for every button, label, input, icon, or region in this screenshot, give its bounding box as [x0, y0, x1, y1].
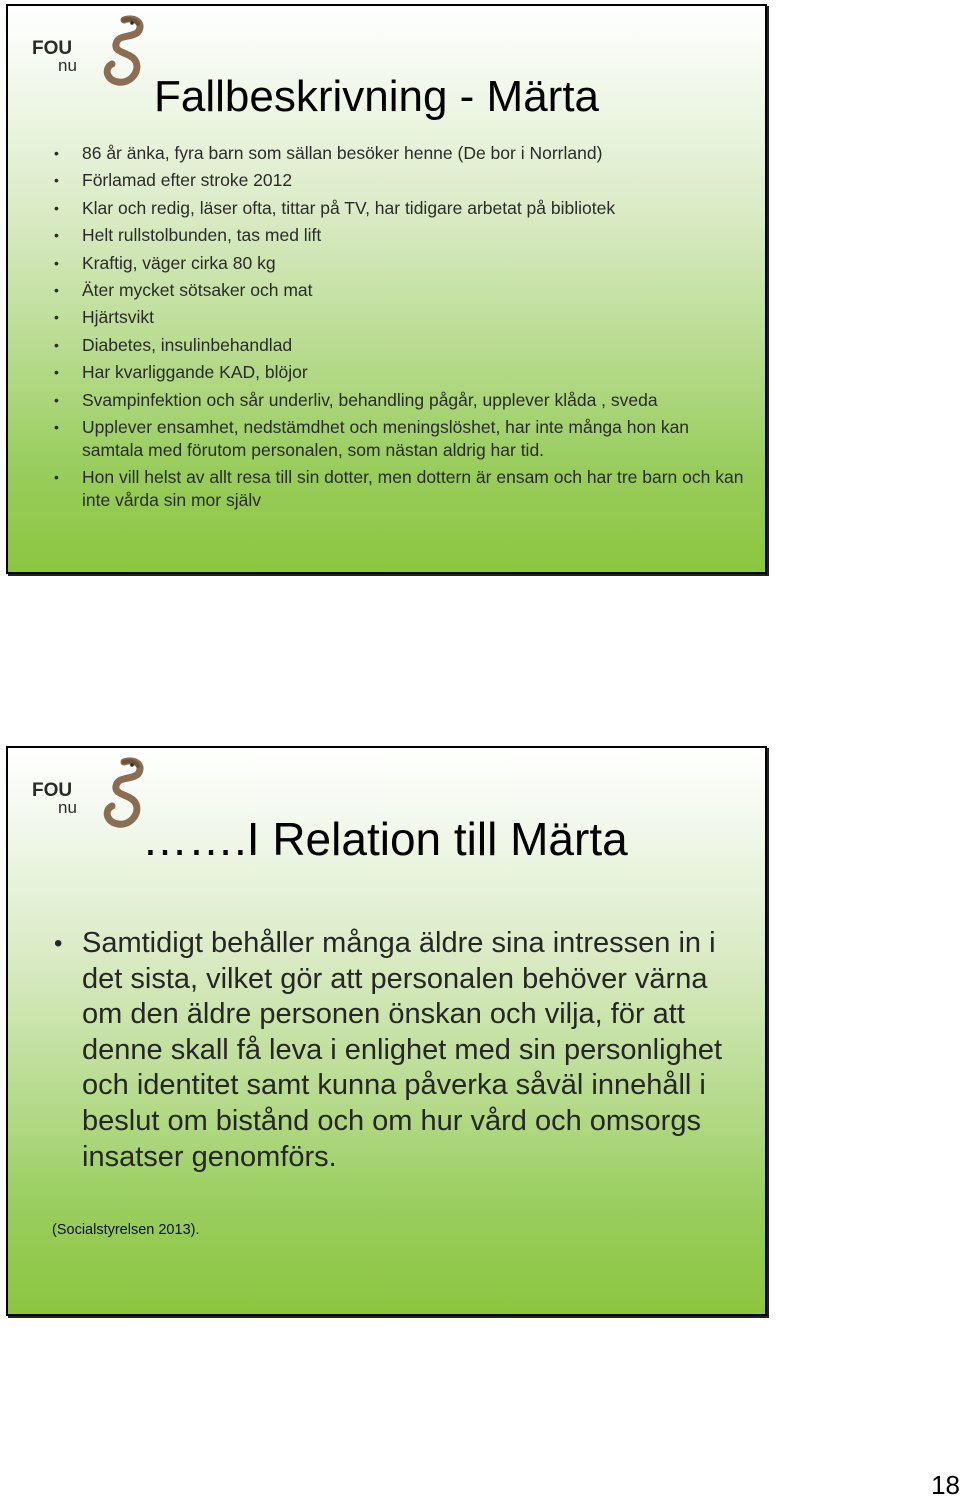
svg-text:nu: nu — [58, 56, 77, 75]
list-item: • Helt rullstolbunden, tas med lift — [52, 224, 752, 247]
slide-fallbeskrivning — [6, 4, 767, 574]
list-item: • Upplever ensamhet, nedstämdhet och meningslöshet, har inte många hon kan samtala med förutom personalen, som nästan aldrig har tid. — [52, 416, 752, 462]
list-item: • 86 år änka, fyra barn som sällan besöker henne (De bor i Norrland) — [52, 142, 752, 165]
svg-text:FOU: FOU — [32, 780, 73, 801]
slide-i-relation-till-marta — [6, 746, 767, 1316]
bullet-list — [52, 926, 752, 1175]
slide-title: …….I Relation till Märta — [142, 813, 628, 865]
seahorse-logo-icon — [32, 756, 152, 836]
fou-nu-logo — [32, 756, 152, 836]
list-item: • Svampinfektion och sår underliv, behandling pågår, upplever klåda , sveda — [52, 389, 752, 412]
list-item: • Kraftig, väger cirka 80 kg — [52, 252, 752, 275]
list-item: • Hon vill helst av allt resa till sin dotter, men dottern är ensam och har tre barn och kan inte vårda sin mor själv — [52, 466, 752, 512]
list-item: • Samtidigt behåller många äldre sina intressen in i det sista, vilket gör att personalen behöver värna om den äldre personen önskan och vilja, för att denne skall få leva i enlighet med sin personlighet och identitet samt kunna påverka såväl innehåll i beslut om bistånd och om hur vård och omsorgs insatser genomförs. — [52, 926, 752, 1175]
source-citation: (Socialstyrelsen 2013). — [52, 1222, 200, 1238]
fou-nu-logo — [32, 14, 152, 94]
list-item: • Klar och redig, läser ofta, tittar på TV, har tidigare arbetat på bibliotek — [52, 197, 752, 220]
list-item: • Förlamad efter stroke 2012 — [52, 169, 752, 192]
list-item: • Diabetes, insulinbehandlad — [52, 334, 752, 357]
svg-text:FOU: FOU — [32, 38, 73, 59]
page-number: 18 — [931, 1470, 960, 1500]
slide-title: Fallbeskrivning - Märta — [154, 72, 600, 121]
seahorse-logo-icon — [32, 14, 152, 94]
list-item: • Har kvarliggande KAD, blöjor — [52, 361, 752, 384]
list-item: • Äter mycket sötsaker och mat — [52, 279, 752, 302]
list-item: • Hjärtsvikt — [52, 306, 752, 329]
svg-text:nu: nu — [58, 798, 77, 817]
bullet-list — [52, 142, 752, 517]
